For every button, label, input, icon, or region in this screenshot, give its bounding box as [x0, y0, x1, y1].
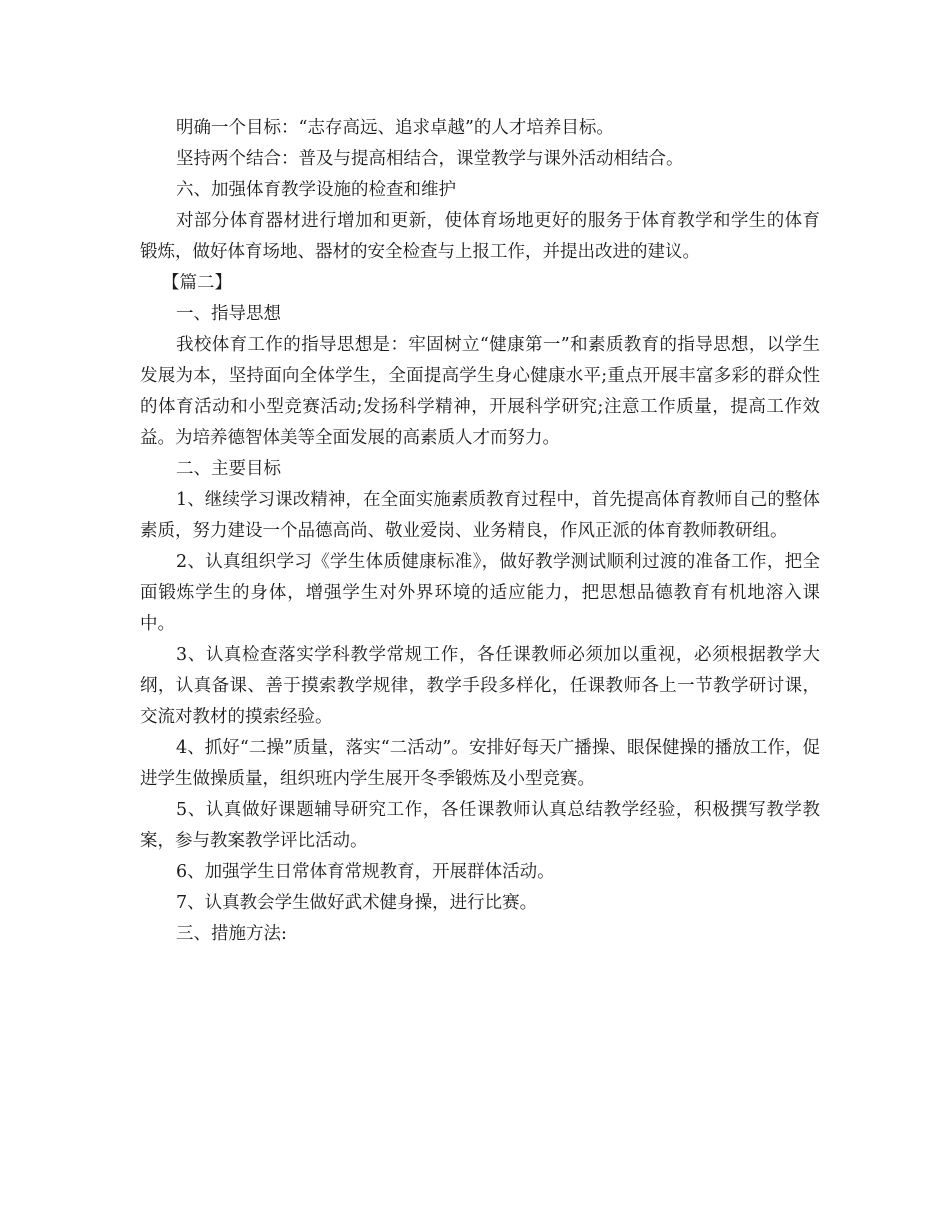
section-heading-facilities: 六、加强体育教学设施的检查和维护 [176, 180, 456, 200]
paragraph-combination: 坚持两个结合：普及与提高相结合，课堂教学与课外活动相结合。 [176, 149, 684, 169]
paragraph-goal: 明确一个目标：“志存高远、追求卓越”的人才培养目标。 [176, 118, 614, 138]
goal-item-4: 4、抓好“二操”质量，落实“二活动”。安排好每天广播操、眼保健操的播放工作，促进学生做操质量，组织班内学生展开冬季锻炼及小型竞赛。 [140, 738, 820, 789]
section-heading-measures: 三、措施方法: [176, 924, 287, 944]
goal-item-6: 6、加强学生日常体育常规教育，开展群体活动。 [176, 862, 555, 882]
goal-item-5: 5、认真做好课题辅导研究工作，各任课教师认真总结教学经验，积极撰写教学教案，参与教案教学评比活动。 [140, 800, 820, 851]
document-body [140, 113, 820, 950]
paragraph-equipment: 对部分体育器材进行增加和更新，使体育场地更好的服务于体育教学和学生的体育锻炼，做好体育场地、器材的安全检查与上报工作，并提出改进的建议。 [140, 211, 820, 262]
goal-item-3: 3、认真检查落实学科教学常规工作，各任课教师必须加以重视，必须根据教学大纲，认真备课、善于摸索教学规律，教学手段多样化，任课教师各上一节教学研讨课，交流对教材的摸索经验。 [140, 645, 820, 727]
goal-item-2: 2、认真组织学习《学生体质健康标准》，做好教学测试顺利过渡的准备工作，把全面锻炼学生的身体，增强学生对外界环境的适应能力，把思想品德教育有机地溶入课中。 [140, 552, 820, 634]
goal-item-7: 7、认真教会学生做好武术健身操，进行比赛。 [176, 893, 538, 913]
part-two-heading: 【篇二】 [162, 273, 232, 293]
section-heading-main-goals: 二、主要目标 [176, 459, 281, 479]
section-heading-guiding-ideology: 一、指导思想 [176, 304, 281, 324]
goal-item-1: 1、继续学习课改精神，在全面实施素质教育过程中，首先提高体育教师自己的整体素质，努力建设一个品德高尚、敬业爱岗、业务精良，作风正派的体育教师教研组。 [140, 490, 820, 541]
paragraph-guiding-ideology: 我校体育工作的指导思想是：牢固树立“健康第一”和素质教育的指导思想，以学生发展为本，坚持面向全体学生，全面提高学生身心健康水平;重点开展丰富多彩的群众性的体育活动和小型竞赛活动;发扬科学精神，开展科学研究;注意工作质量，提高工作效益。为培养德智体美等全面发展的高素质人才而努力。 [140, 335, 820, 448]
